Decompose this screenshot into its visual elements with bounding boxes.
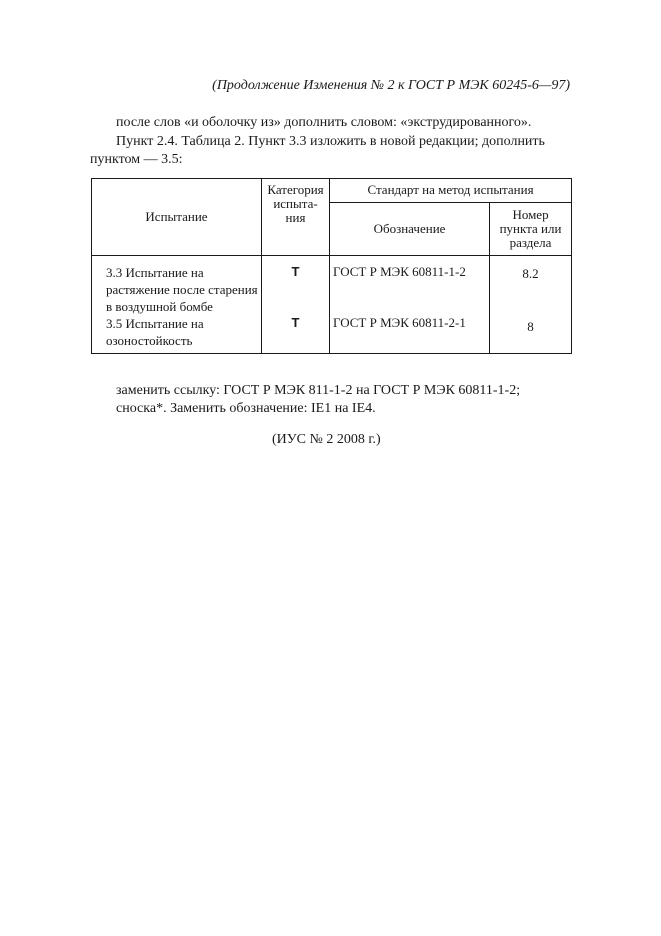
test-table <box>91 178 572 354</box>
row-standard: ГОСТ Р МЭК 60811-2-1 <box>330 315 490 354</box>
page-header: (Продолжение Изменения № 2 к ГОСТ Р МЭК 60245-6—97) <box>212 78 570 93</box>
publication-note: (ИУС № 2 2008 г.) <box>272 432 381 447</box>
paragraph-2: Пункт 2.4. Таблица 2. Пункт 3.3 изложить в новой редакции; дополнить <box>116 134 545 149</box>
header-test: Испытание <box>92 179 262 256</box>
paragraph-1: после слов «и оболочку из» дополнить словом: «экструдированного». <box>116 115 532 130</box>
header-standard: Стандарт на метод испытания <box>330 179 572 203</box>
header-designation: Обозначение <box>330 202 490 255</box>
row-category: Т <box>262 315 330 354</box>
table-row <box>92 315 572 354</box>
paragraph-5: сноска*. Заменить обозначение: IE1 на IE4. <box>116 401 376 416</box>
row-clause: 8 <box>490 315 572 354</box>
row-clause: 8.2 <box>490 256 572 316</box>
paragraph-3: пунктом — 3.5: <box>90 152 183 167</box>
table-row <box>92 256 572 316</box>
paragraph-4: заменить ссылку: ГОСТ Р МЭК 811-1-2 на ГОСТ Р МЭК 60811-1-2; <box>116 383 521 398</box>
row-test-name: 3.5 Испытание на озоностойкость <box>92 315 262 354</box>
row-category: Т <box>262 256 330 316</box>
header-clause: Номер пункта или раздела <box>490 202 572 255</box>
header-category: Категория испыта-ния <box>262 179 330 256</box>
row-standard: ГОСТ Р МЭК 60811-1-2 <box>330 256 490 316</box>
row-test-name: 3.3 Испытание на растяжение после старения в воздушной бомбе <box>92 256 262 316</box>
